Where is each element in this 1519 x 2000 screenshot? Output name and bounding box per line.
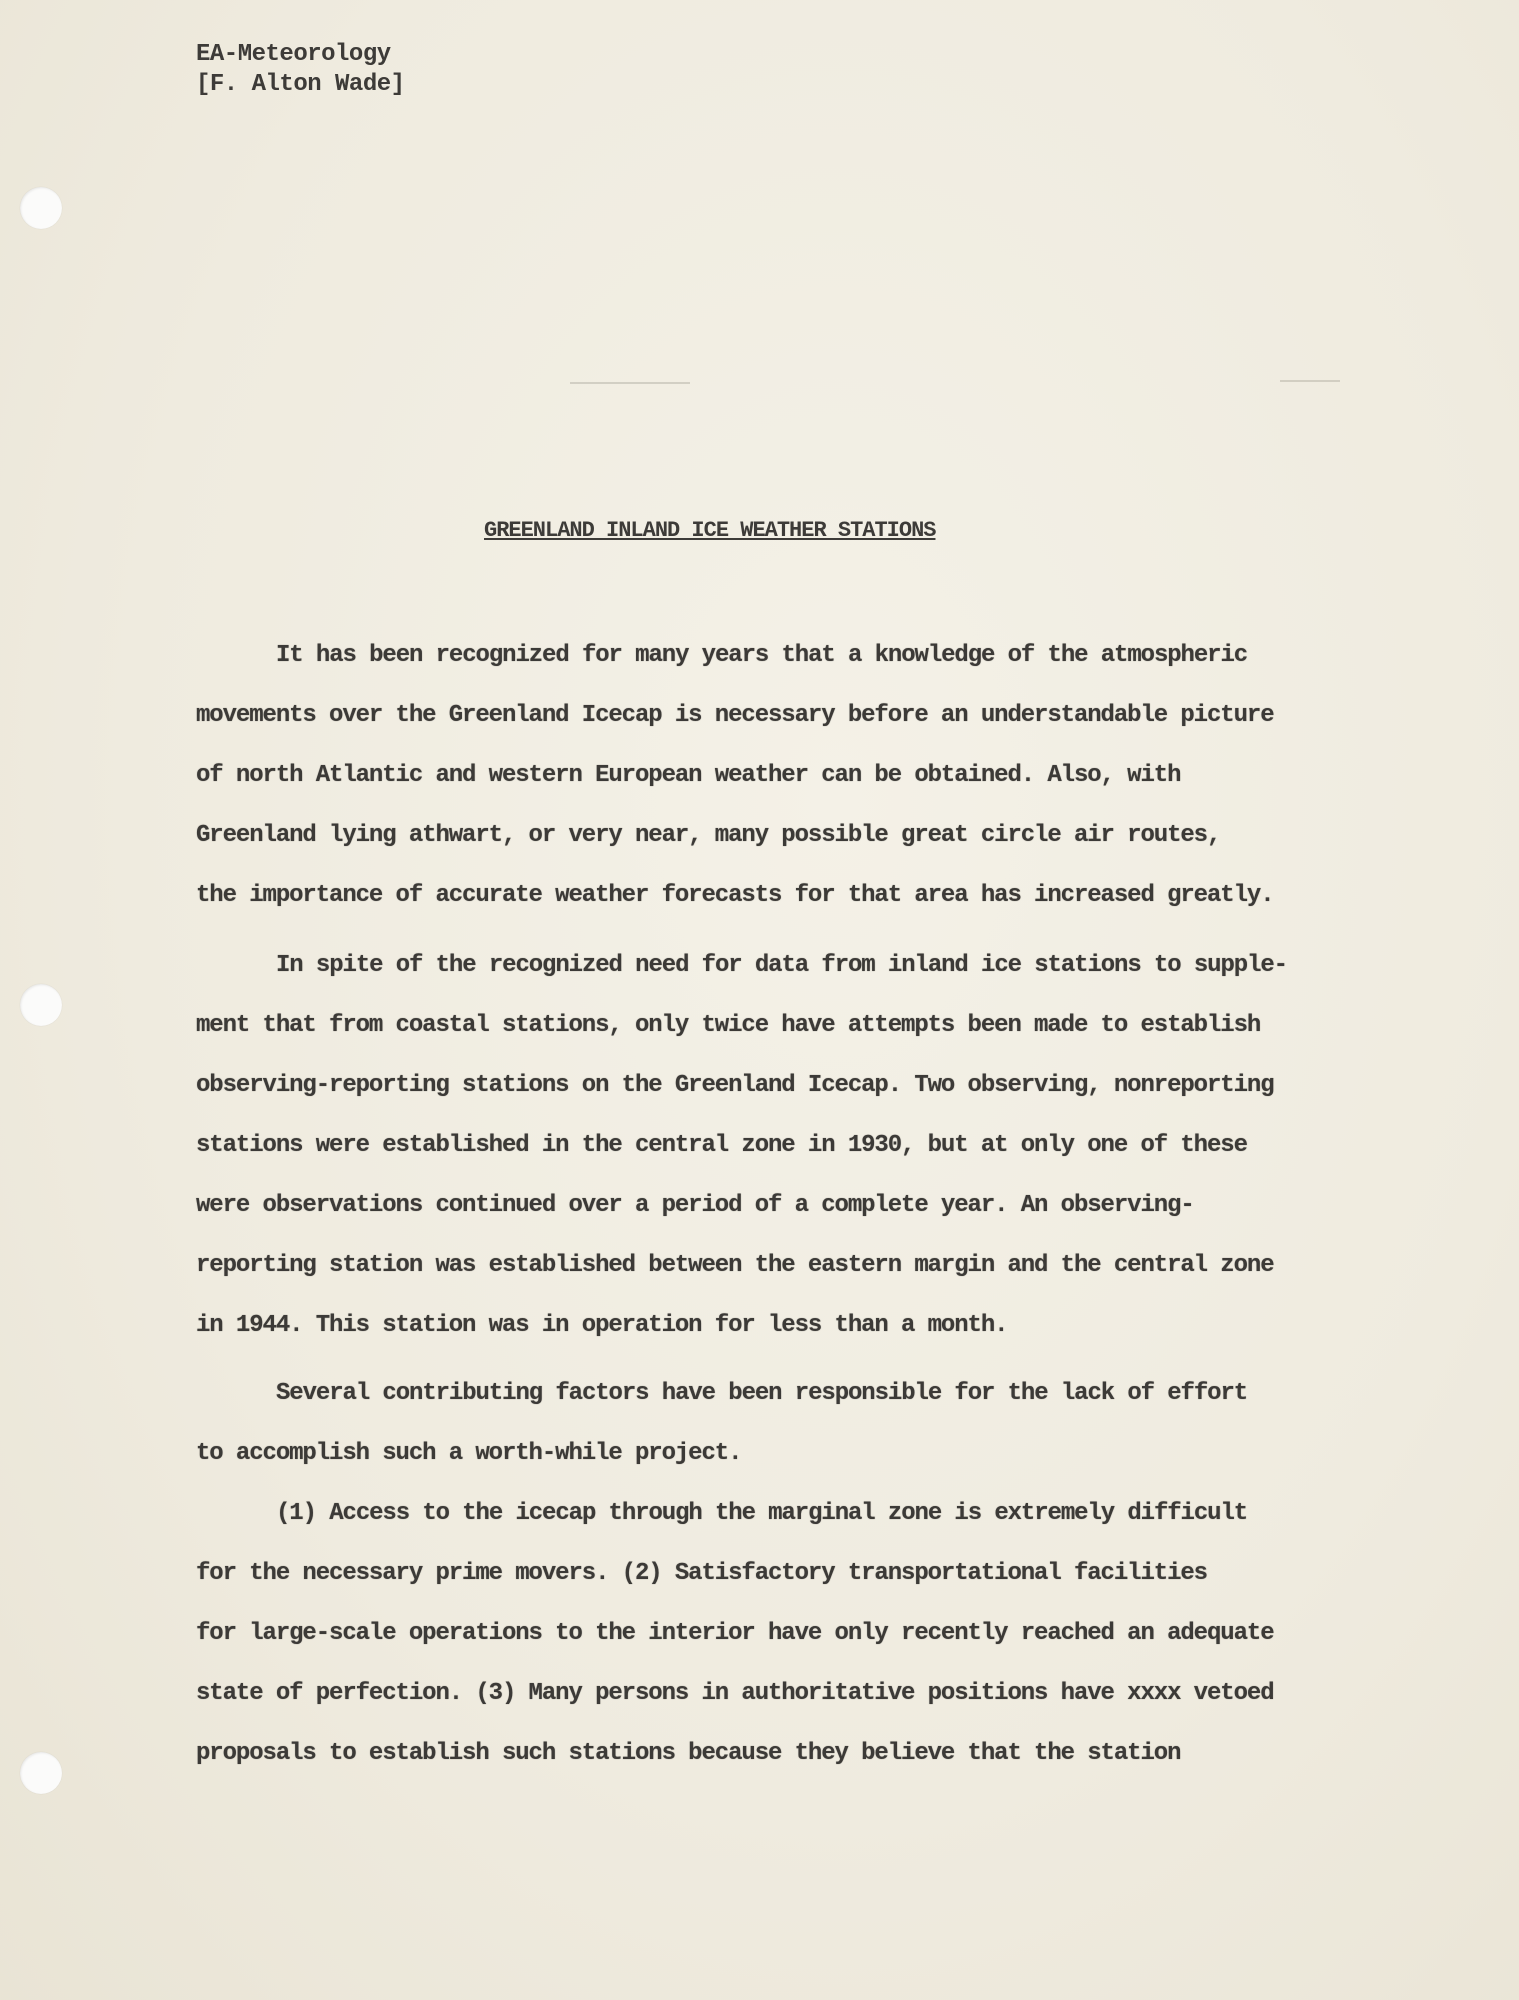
body-line: observing-reporting stations on the Greenland Icecap. Two observing, nonreporting	[196, 1072, 1274, 1099]
body-line: were observations continued over a period of a complete year. An observing-	[196, 1192, 1194, 1219]
body-line: (1) Access to the icecap through the marginal zone is extremely difficult	[276, 1500, 1248, 1527]
body-line: movements over the Greenland Icecap is necessary before an understandable picture	[196, 702, 1274, 729]
body-line: for large-scale operations to the interior have only recently reached an adequate	[196, 1620, 1274, 1647]
paper-mark	[1280, 380, 1340, 382]
punch-hole	[20, 1752, 62, 1794]
body-line: in 1944. This station was in operation for less than a month.	[196, 1312, 1008, 1339]
paper-mark	[570, 382, 690, 384]
body-line: to accomplish such a worth-while project.	[196, 1440, 742, 1467]
body-line: state of perfection. (3) Many persons in authoritative positions have xxxx vetoed	[196, 1680, 1274, 1707]
body-line: the importance of accurate weather forecasts for that area has increased greatly.	[196, 882, 1274, 909]
body-line: In spite of the recognized need for data from inland ice stations to supple-	[276, 952, 1287, 979]
document-title: GREENLAND INLAND ICE WEATHER STATIONS	[484, 518, 936, 543]
body-line: proposals to establish such stations because they believe that the station	[196, 1740, 1181, 1767]
header-department: EA-Meteorology	[196, 41, 391, 68]
body-line: ment that from coastal stations, only twice have attempts been made to establish	[196, 1012, 1261, 1039]
body-line: Several contributing factors have been responsible for the lack of effort	[276, 1380, 1248, 1407]
body-line: Greenland lying athwart, or very near, many possible great circle air routes,	[196, 822, 1221, 849]
header-author: [F. Alton Wade]	[196, 71, 405, 98]
body-line: for the necessary prime movers. (2) Satisfactory transportational facilities	[196, 1560, 1207, 1587]
body-line: stations were established in the central zone in 1930, but at only one of these	[196, 1132, 1247, 1159]
body-line: of north Atlantic and western European weather can be obtained. Also, with	[196, 762, 1181, 789]
punch-hole	[20, 187, 62, 229]
document-header	[196, 40, 405, 100]
body-line: It has been recognized for many years that a knowledge of the atmospheric	[276, 642, 1248, 669]
punch-hole	[20, 984, 62, 1026]
body-line: reporting station was established between the eastern margin and the central zone	[196, 1252, 1274, 1279]
